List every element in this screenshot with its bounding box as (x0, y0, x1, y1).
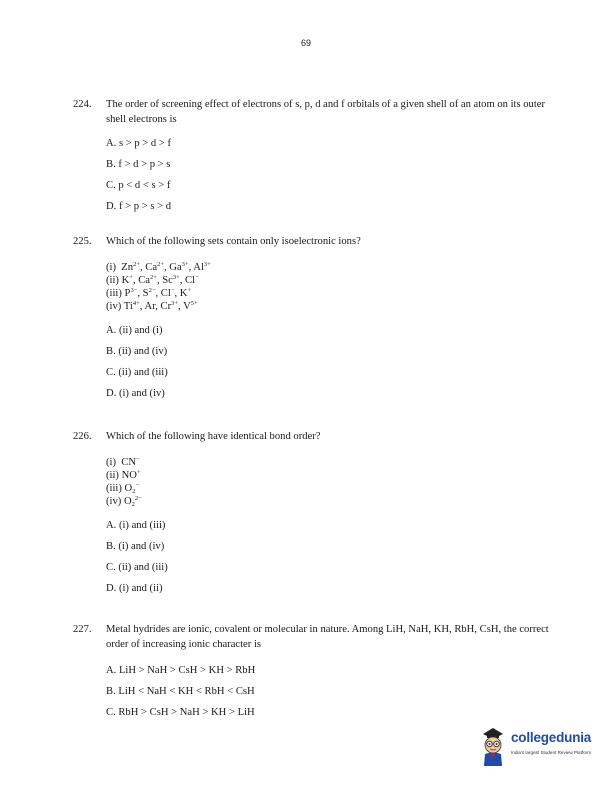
question-number: 224. (73, 99, 92, 110)
option-c: C. RbH > CsH > NaH > KH > LiH (106, 707, 255, 718)
question-stem: Metal hydrides are ionic, covalent or molecular in nature. Among LiH, NaH, KH, RbH, CsH, the correct order of increasing ionic character is (106, 624, 549, 650)
ion-sets (106, 261, 553, 313)
question-stem: Which of the following have identical bond order? (106, 431, 321, 442)
option-a: A. (ii) and (i) (106, 325, 163, 336)
option-a: A. LiH > NaH > CsH > KH > RbH (106, 665, 256, 676)
option-d: D. f > p > s > d (106, 201, 172, 212)
logo-wordmark: collegedunia (511, 730, 592, 745)
species-2: (ii) NO+ (106, 469, 141, 481)
question-stem: The order of screening effect of electrons of s, p, d and f orbitals of a given shell of an atom on its outer shell electrons is (106, 99, 546, 125)
question-224 (73, 97, 553, 220)
question-225 (73, 234, 553, 407)
option-c: C. p < d < s > f (106, 180, 171, 191)
page-number: 69 (300, 38, 311, 48)
ion-set-4: (iv) $Ti^{4+}$, Ar, $Cr^{3+}$, $V^{5+}$ (106, 300, 198, 312)
option-b: B. f > d > p > s (106, 159, 171, 170)
option-b: B. (ii) and (iv) (106, 346, 168, 357)
options-list (106, 136, 553, 220)
question-226 (73, 429, 553, 602)
option-a: A. s > p > d > f (106, 138, 172, 149)
options-list (106, 518, 553, 602)
options-list (106, 323, 553, 407)
question-number: 225. (73, 236, 92, 247)
mascot-icon (477, 724, 509, 768)
option-b: B. (i) and (iv) (106, 541, 165, 552)
species-1: (i) CN− (106, 456, 140, 468)
ion-set-2: (ii) K+, $Ca^{2+}$, $Sc^{3+}$, Cl− (106, 274, 199, 286)
species-4: (iv) $O_2^{2-}$ (106, 495, 142, 508)
question-number: 226. (73, 431, 92, 442)
option-d: D. (i) and (iv) (106, 388, 165, 399)
question-stem: Which of the following sets contain only isoelectronic ions? (106, 236, 361, 247)
question-227 (73, 622, 553, 726)
option-b: B. LiH < NaH < KH < RbH < CsH (106, 686, 255, 697)
question-number: 227. (73, 624, 92, 635)
option-d: D. (i) and (ii) (106, 583, 163, 594)
logo-tagline: India's largest Student Review Platform (511, 750, 592, 755)
species-list (106, 456, 553, 508)
ion-set-3: (iii) $P^{3-}$, $S^{2-}$, Cl−, K+ (106, 287, 192, 299)
options-list (106, 663, 553, 726)
option-c: C. (ii) and (iii) (106, 562, 168, 573)
collegedunia-logo (477, 724, 607, 770)
option-a: A. (i) and (iii) (106, 520, 166, 531)
option-c: C. (ii) and (iii) (106, 367, 168, 378)
species-3: (iii) $O_2^-$ (106, 482, 140, 495)
ion-set-1: (i) $Zn^{2+}$, $Ca^{2+}$, $Ga^{3+}$, $Al^{3+}$ (106, 261, 211, 273)
